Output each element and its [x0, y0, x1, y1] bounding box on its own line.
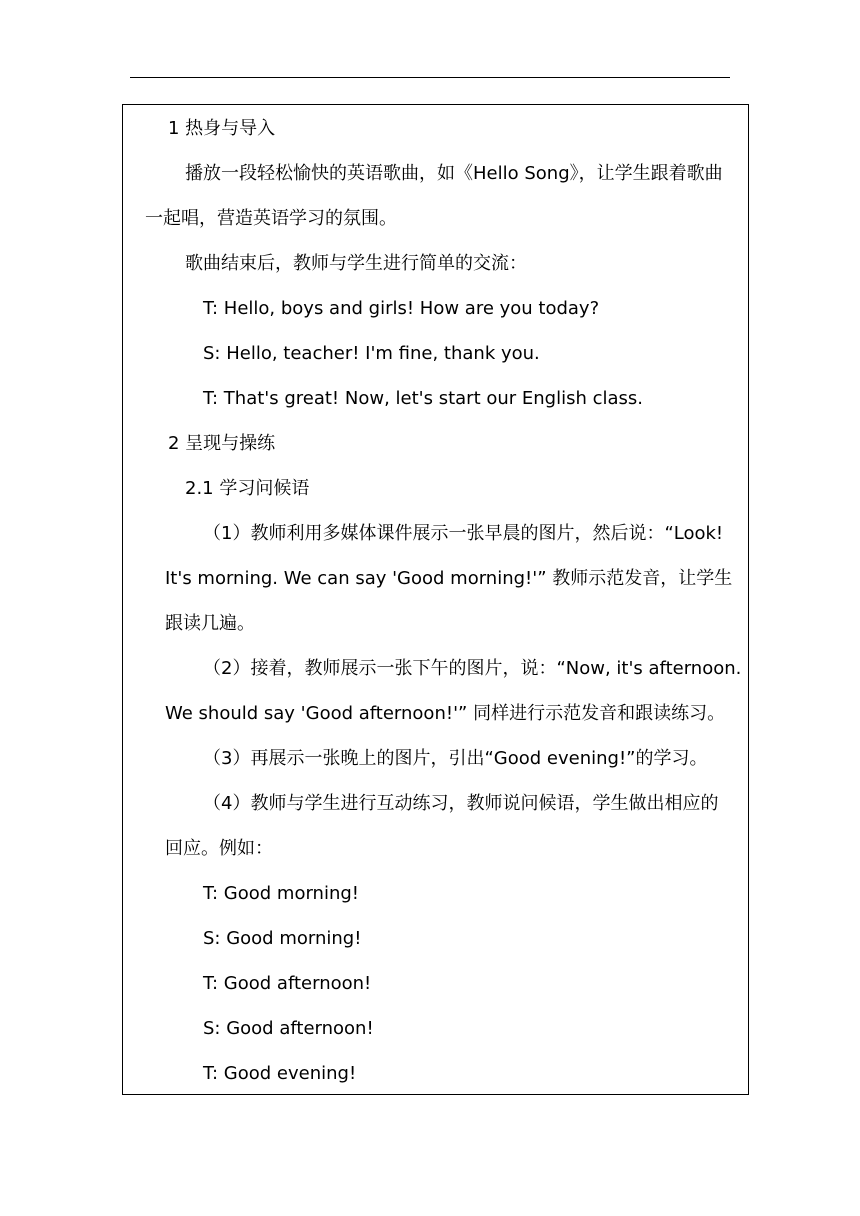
step-1-line3: 跟读几遍。	[165, 613, 255, 634]
dialogue-line: T: Good morning!	[203, 883, 360, 904]
paragraph-exchange-intro: 歌曲结束后，教师与学生进行简单的交流：	[185, 253, 527, 274]
header-rule	[130, 77, 730, 78]
dialogue-line: T: That's great! Now, let's start our English class.	[203, 388, 644, 409]
dialogue-line: S: Hello, teacher! I'm fine, thank you.	[203, 343, 540, 364]
step-4-line1: （4）教师与学生进行互动练习，教师说问候语，学生做出相应的	[203, 793, 719, 814]
step-1-line2: It's morning. We can say 'Good morning!'” 教师示范发音，让学生	[165, 568, 733, 589]
paragraph-song-line2: 一起唱，营造英语学习的氛围。	[145, 208, 397, 229]
section-heading-present: 2 呈现与操练	[168, 433, 276, 454]
dialogue-line: S: Good afternoon!	[203, 1018, 374, 1039]
lesson-content-box	[122, 104, 749, 1095]
step-4-line2: 回应。例如：	[165, 838, 273, 859]
dialogue-line: T: Good evening!	[203, 1063, 357, 1084]
subsection-heading-greetings: 2.1 学习问候语	[185, 478, 310, 499]
dialogue-line: S: Good morning!	[203, 928, 362, 949]
step-2-line2: We should say 'Good afternoon!'” 同样进行示范发音和跟读练习。	[165, 703, 726, 724]
dialogue-line: T: Hello, boys and girls! How are you today?	[203, 298, 600, 319]
dialogue-line: T: Good afternoon!	[203, 973, 372, 994]
paragraph-song-line1: 播放一段轻松愉快的英语歌曲，如《Hello Song》，让学生跟着歌曲	[185, 163, 723, 184]
step-1-line1: （1）教师利用多媒体课件展示一张早晨的图片，然后说：“Look!	[203, 523, 724, 544]
step-3-line1: （3）再展示一张晚上的图片，引出“Good evening!”的学习。	[203, 748, 708, 769]
section-heading-warmup: 1 热身与导入	[168, 118, 276, 139]
step-2-line1: （2）接着，教师展示一张下午的图片，说：“Now, it's afternoon.	[203, 658, 742, 679]
